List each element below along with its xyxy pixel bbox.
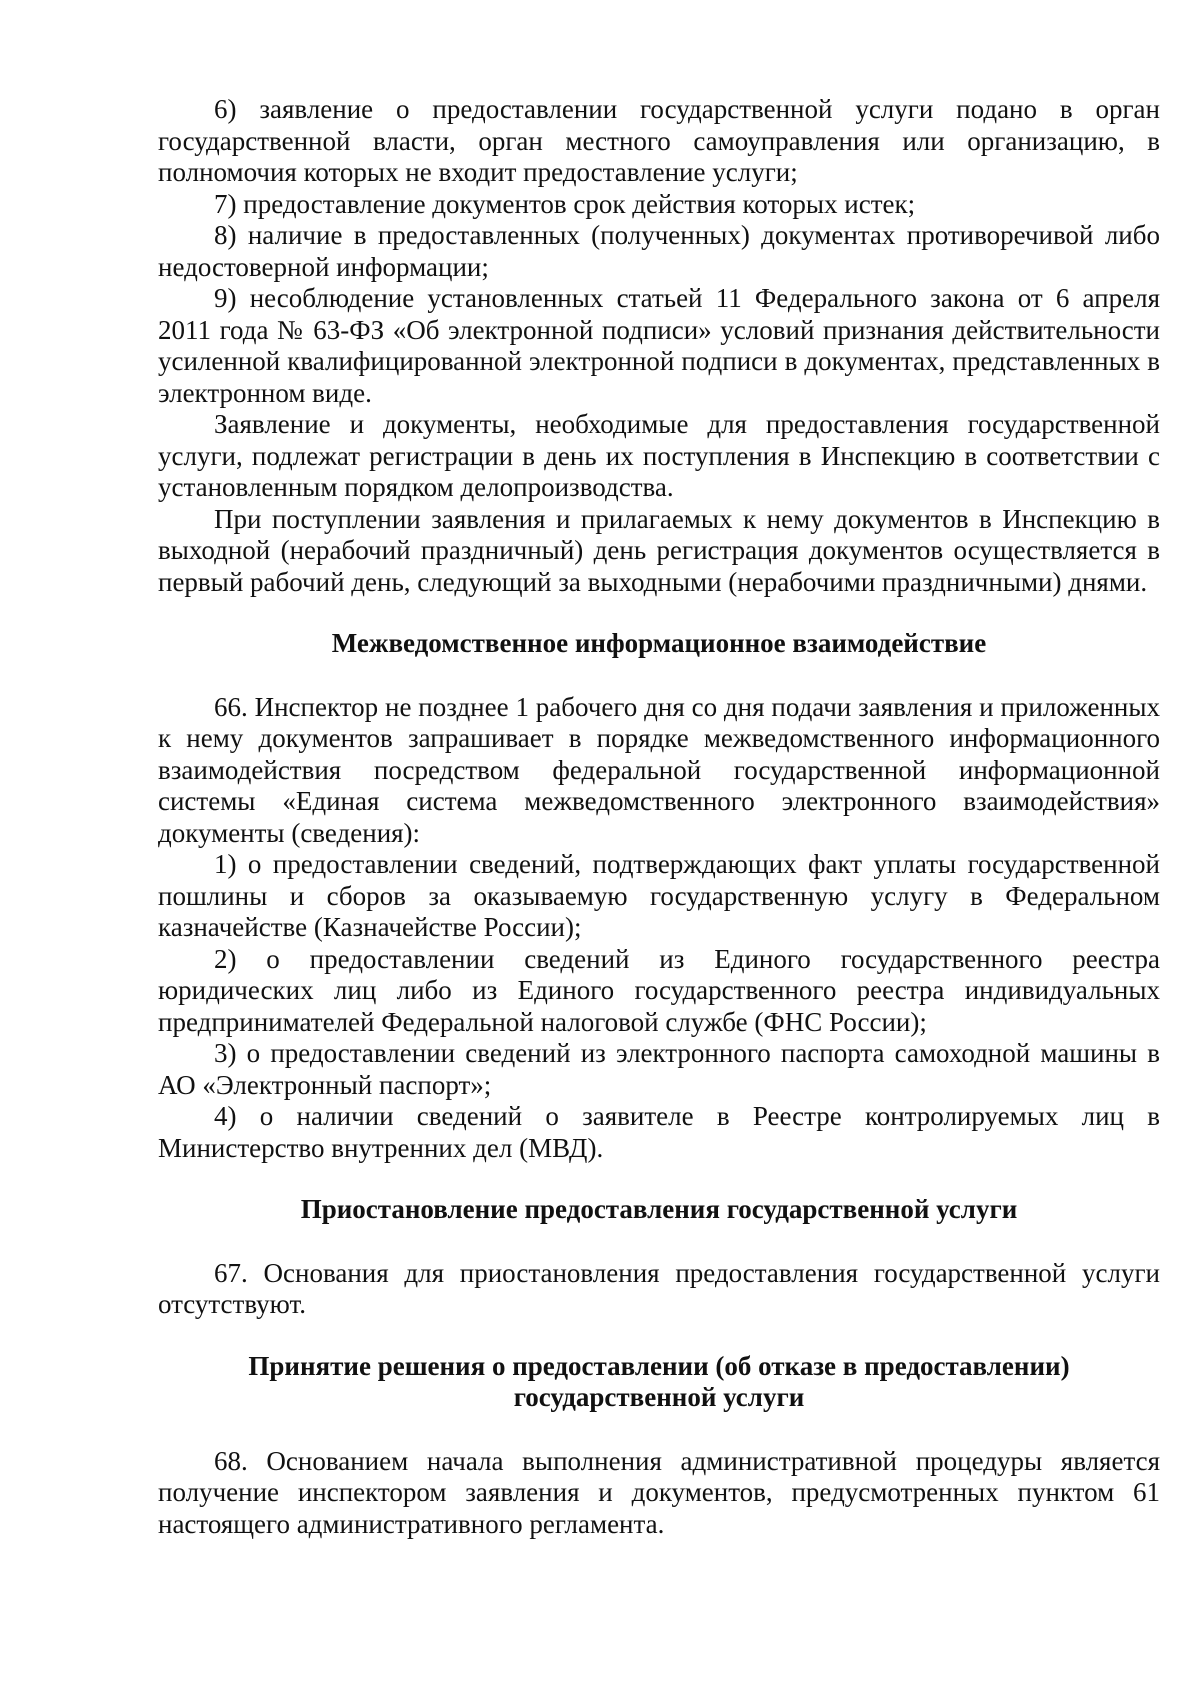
spacer <box>158 1321 1160 1351</box>
spacer <box>158 660 1160 692</box>
paragraph-66: 66. Инспектор не позднее 1 рабочего дня со дня подачи заявления и приложенных к нему документов запрашивает в порядке межведомственного информационного взаимодействия посредством федеральной государственной информационной системы «Единая система межведомственного электронного взаимодействия» документы (сведения): <box>158 691 1160 848</box>
spacer <box>158 1414 1160 1446</box>
paragraph-holiday-registration: При поступлении заявления и прилагаемых к нему документов в Инспекцию в выходной (нерабочий праздничный) день регистрация документов осуществляется в первый рабочий день, следующий за выходными (нерабочими праздничными) днями. <box>158 503 1160 597</box>
paragraph-67: 67. Основания для приостановления предоставления государственной услуги отсутствуют. <box>158 1257 1160 1319</box>
section-heading-decision-line2: государственной услуги <box>513 1382 805 1412</box>
section-heading-decision <box>158 1351 1160 1414</box>
spacer <box>158 598 1160 628</box>
paragraph-66-item-4: 4) о наличии сведений о заявителе в Реестре контролируемых лиц в Министерство внутренних дел (МВД). <box>158 1101 1160 1163</box>
paragraph-68: 68. Основанием начала выполнения административной процедуры является получение инспектором заявления и документов, предусмотренных пунктом 61 настоящего административного регламента. <box>158 1445 1160 1539</box>
paragraph-66-item-2: 2) о предоставлении сведений из Единого государственного реестра юридических лиц либо из Единого государственного реестра индивидуальных предпринимателей Федеральной налоговой службе (ФНС России); <box>158 943 1160 1037</box>
section-heading-decision-line1: Принятие решения о предоставлении (об отказе в предоставлении) <box>248 1350 1070 1381</box>
section-heading-interagency: Межведомственное информационное взаимодействие <box>331 628 987 658</box>
spacer <box>158 1164 1160 1194</box>
spacer <box>158 1226 1160 1258</box>
paragraph-item-7: 7) предоставление документов срок действия которых истек; <box>214 188 916 219</box>
paragraph-registration: Заявление и документы, необходимые для предоставления государственной услуги, подлежат регистрации в день их поступления в Инспекцию в соответствии с установленным порядком делопроизводства. <box>158 409 1160 502</box>
paragraph-item-8: 8) наличие в предоставленных (полученных) документах противоречивой либо недостоверной информации; <box>158 220 1160 282</box>
paragraph-item-9: 9) несоблюдение установленных статьей 11 Федерального закона от 6 апреля 2011 года № 63-ФЗ «Об электронной подписи» условий признания действительности усиленной квалифицированной электронной подписи в документах, представленных в электронном виде. <box>158 283 1160 408</box>
document-page <box>158 94 1160 1540</box>
paragraph-66-item-3: 3) о предоставлении сведений из электронного паспорта самоходной машины в АО «Электронный паспорт»; <box>158 1038 1160 1100</box>
paragraph-item-6: 6) заявление о предоставлении государственной услуги подано в орган государственной власти, орган местного самоуправления или организацию, в полномочия которых не входит предоставление услуги; <box>158 94 1160 187</box>
section-heading-suspension: Приостановление предоставления государственной услуги <box>300 1194 1018 1224</box>
paragraph-66-item-1: 1) о предоставлении сведений, подтверждающих факт уплаты государственной пошлины и сборов за оказываемую государственную услугу в Федеральном казначействе (Казначействе России); <box>158 849 1160 942</box>
